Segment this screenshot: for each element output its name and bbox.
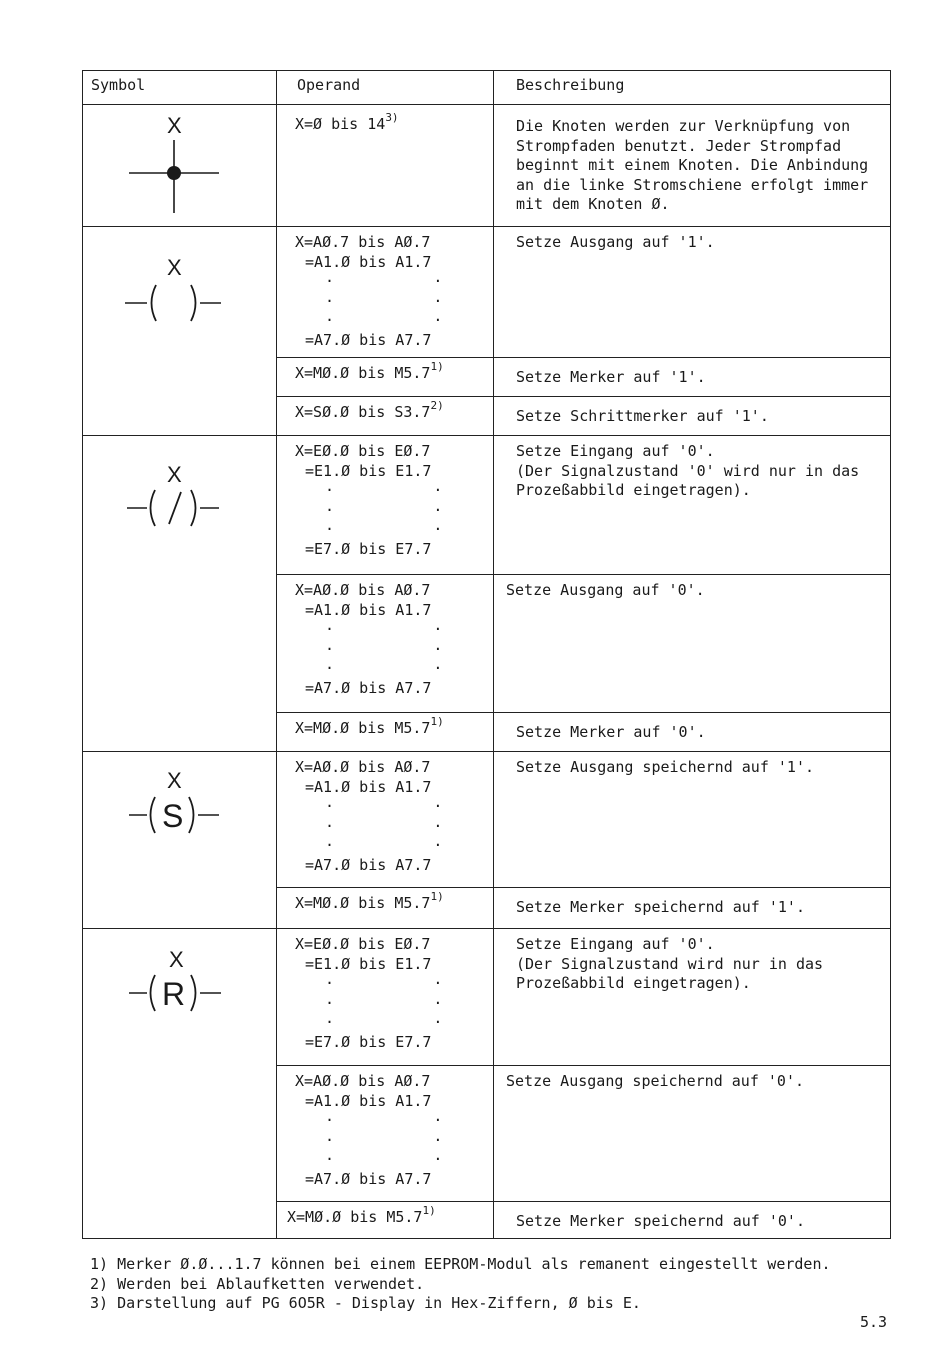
- operand-list: X=AØ.Ø bis AØ.7 =A1.Ø bis A1.7: [295, 758, 432, 796]
- ellipsis-dots: · · · · · ·: [325, 974, 443, 1031]
- description: Setze Merker auf '0'.: [516, 723, 706, 741]
- table-row-knoten: [83, 105, 891, 227]
- footnote-2: 2) Werden bei Ablaufketten verwendet.: [90, 1274, 425, 1293]
- description: Setze Ausgang auf '1'.: [516, 233, 715, 251]
- symbol-cell: [83, 436, 277, 752]
- footnotes: [90, 1255, 831, 1314]
- symbol-cell: [83, 752, 277, 929]
- header-operand: Operand: [297, 76, 361, 94]
- node-symbol-icon: [83, 105, 277, 227]
- table-header-row: [83, 71, 891, 105]
- operand: X=MØ.Ø bis M5.7$^{1)}$: [295, 360, 444, 382]
- knoten-description: Die Knoten werden zur Verknüpfung von Strompfaden benutzt. Jeder Strompfad beginnt mit einem Knoten. Die Anbindung an die linke Stromschiene erfolgt immer mit dem Knoten Ø.: [516, 117, 869, 213]
- table-row-speichernd-0-eingang: X R X=EØ.Ø bis EØ.7 =E1.Ø bis E1.7 · · · · · · =E7.Ø bis E7.7 Setze Eingang auf '0'. (Der Signalzustand wird nur in das Prozeßabbild eingetragen).: [83, 929, 891, 1066]
- reset-coil-symbol-icon: [83, 929, 277, 1237]
- operand-list: X=AØ.Ø bis AØ.7 =A1.Ø bis A1.7: [295, 581, 432, 619]
- ellipsis-dots: · · · · · ·: [325, 1111, 443, 1168]
- footnote-1: 1) Merker Ø.Ø...1.7 können bei einem EEPROM-Modul als remanent eingestellt werden.: [90, 1255, 831, 1273]
- symbol-cell: [83, 105, 277, 227]
- table-row-speichernd-1-ausgang: X S X=AØ.Ø bis AØ.7 =A1.Ø bis A1.7 · · · · · · =A7.Ø bis A7.7 Setze Ausgang speichernd auf '1'.: [83, 752, 891, 888]
- operand: X=MØ.Ø bis M5.7$^{1)}$: [287, 1204, 436, 1226]
- reset-letter: R: [162, 976, 186, 1012]
- footnote-3: 3) Darstellung auf PG 6O5R - Display in Hex-Ziffern, Ø bis E.: [90, 1294, 641, 1312]
- operand: X=MØ.Ø bis M5.7$^{1)}$: [295, 715, 444, 737]
- description: Setze Ausgang speichernd auf '1'.: [516, 758, 815, 776]
- description: Setze Merker speichernd auf '0'.: [516, 1212, 805, 1230]
- description: Setze Ausgang auf '0'.: [506, 581, 705, 599]
- negated-coil-symbol-icon: [83, 436, 277, 752]
- description: Setze Merker speichernd auf '1'.: [516, 898, 805, 916]
- symbol-cell: [83, 227, 277, 436]
- header-symbol: Symbol: [91, 76, 146, 94]
- svg-text:X: X: [167, 255, 182, 280]
- instruction-table: [82, 70, 891, 1239]
- header-description: Beschreibung: [516, 76, 625, 94]
- operand-list: X=EØ.Ø bis EØ.7 =E1.Ø bis E1.7: [295, 442, 432, 480]
- table-row-setze-1-ausgang: X X=AØ.7 bis AØ.7 =A1.Ø bis A1.7 · · · · · · =A7.Ø bis A7.7 Setze Ausgang auf '1'.: [83, 227, 891, 358]
- svg-text:X: X: [167, 768, 182, 793]
- svg-text:X: X: [167, 462, 182, 487]
- description: Setze Merker auf '1'.: [516, 368, 706, 386]
- svg-text:X: X: [169, 947, 184, 972]
- operand-list: X=AØ.Ø bis AØ.7 =A1.Ø bis A1.7: [295, 1072, 432, 1110]
- description: Setze Schrittmerker auf '1'.: [516, 407, 769, 425]
- description: Setze Ausgang speichernd auf '0'.: [506, 1072, 805, 1090]
- table-row-speichernd-0-ausgang: X=AØ.Ø bis AØ.7 =A1.Ø bis A1.7 · · · · · · =A7.Ø bis A7.7 Setze Ausgang speichernd auf '0'.: [83, 1066, 891, 1202]
- description: Setze Eingang auf '0'. (Der Signalzustand '0' wird nur in das Prozeßabbild eingetragen).: [516, 442, 860, 499]
- ellipsis-dots: · · · · · ·: [325, 797, 443, 854]
- operand-list: X=EØ.Ø bis EØ.7 =E1.Ø bis E1.7: [295, 935, 432, 973]
- page-number: 5.3: [860, 1313, 888, 1331]
- table-row-setze-0-ausgang: X=AØ.Ø bis AØ.7 =A1.Ø bis A1.7 · · · · · · =A7.Ø bis A7.7 Setze Ausgang auf '0'.: [83, 575, 891, 713]
- ellipsis-dots: · · · · · ·: [325, 481, 443, 538]
- set-letter: S: [162, 798, 184, 834]
- operand: X=MØ.Ø bis M5.7$^{1)}$: [295, 890, 444, 912]
- description: Setze Eingang auf '0'. (Der Signalzustand wird nur in das Prozeßabbild eingetragen).: [516, 935, 824, 992]
- set-coil-symbol-icon: [83, 752, 277, 928]
- symbol-cell: [83, 929, 277, 1239]
- coil-symbol-icon: [83, 227, 277, 437]
- operand: X=SØ.Ø bis S3.7$^{2)}$: [295, 399, 444, 421]
- knoten-operand: X=Ø bis 14$^{3)}$: [295, 111, 399, 133]
- node-symbol-label: X: [167, 113, 182, 138]
- ellipsis-dots: · · · · · ·: [325, 272, 443, 329]
- table-row-setze-0-eingang: X X=EØ.Ø bis EØ.7 =E1.Ø bis E1.7 · · · · · · =E7.Ø bis E7.7 Setze Eingang auf '0'. (Der Signalzustand '0' wird nur in das Prozeßabbild eingetragen).: [83, 436, 891, 575]
- ellipsis-dots: · · · · · ·: [325, 620, 443, 677]
- operand-list: X=AØ.7 bis AØ.7 =A1.Ø bis A1.7: [295, 233, 432, 271]
